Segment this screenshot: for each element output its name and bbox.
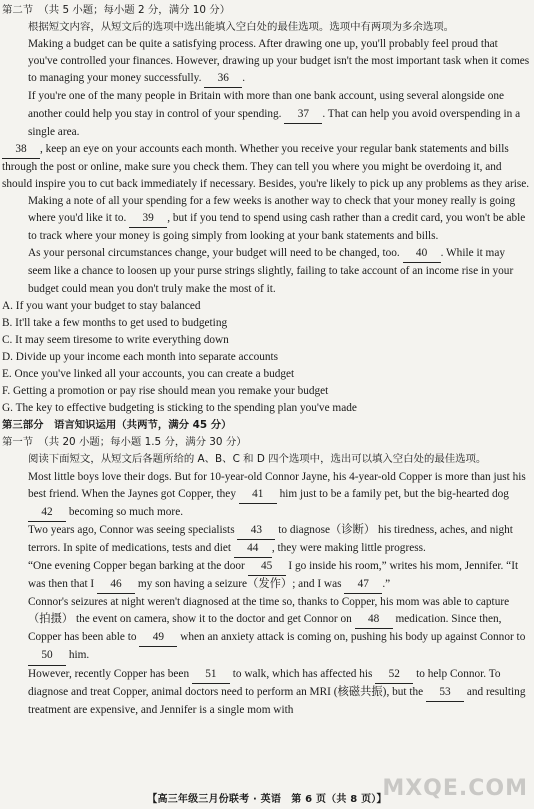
paragraph-1-text: Making a budget can be quite a satisfying process. After drawing one up, you'll probably feel proud that you've controlled your finances. However, drawing up your budget isn't the most important task when it comes to managing your money successfully.	[28, 38, 530, 85]
section-2-header: 第二节 （共 5 小题；每小题 2 分，满分 10 分）	[2, 4, 231, 16]
option-a: A. If you want your budget to stay balanced	[2, 299, 201, 312]
paragraph-2: If you're one of the many people in Britain with more than one bank account, using several alongside one another could help you stay in control of your spending. 37 . That can help you avoid overspending in a single area.	[28, 90, 521, 138]
paragraph-1: Making a budget can be quite a satisfying process. After drawing one up, you'll probably feel proud that you've controlled your finances. However, drawing up your budget isn't the most important task when it comes to managing your money successfully. 36 .	[2, 36, 530, 88]
story-paragraph-5	[2, 666, 530, 719]
story-text: I go inside his room,” writes his mom, Jennifer. “It was then that I	[28, 560, 519, 591]
story-paragraph-2	[2, 522, 530, 558]
blank-50: 50	[28, 647, 66, 665]
story-text: medication. Since then, Copper has been able to	[28, 613, 502, 644]
options-list	[2, 298, 530, 418]
story-text: him just to be a family pet, but the big-hearted dog	[279, 487, 509, 500]
part-3-header: 第三部分 语言知识运用（共两节，满分 45 分）	[2, 419, 232, 432]
blank-37: 37	[284, 106, 322, 124]
paragraph-4-text-b: , but if you tend to spend using cash rather than a credit card, you won't be able to track where your money is going simply from looking at your bank statements and bills.	[28, 212, 526, 243]
story-text: However, recently Copper has been	[28, 667, 190, 680]
option-e: E. Once you've linked all your accounts, you can create a budget	[2, 367, 295, 380]
story-text: , they were making little progress.	[271, 541, 426, 554]
option-d: D. Divide up your income each month into separate accounts	[2, 350, 279, 363]
story-text: and resulting treatment are expensive, and Jennifer is a single mom with	[28, 685, 526, 716]
option-f: F. Getting a promotion or pay rise should mean you remake your budget	[2, 385, 329, 398]
blank-44: 44	[234, 540, 272, 558]
option-g: G. The key to effective budgeting is sticking to the spending plan you've made	[2, 402, 357, 415]
blank-48: 48	[355, 611, 393, 629]
blank-47: 47	[344, 576, 382, 594]
story-paragraph-1	[2, 469, 530, 522]
story-text: Most little boys love their dogs. But for 10-year-old Connor Jayne, his 4-year-old Copper is more than just his best friend. When the Jaynes got Copper, they	[28, 470, 526, 500]
paragraph-5	[2, 245, 530, 297]
option-b: B. It'll take a few months to get used to budgeting	[2, 316, 228, 329]
paragraph-4	[2, 193, 530, 245]
paragraph-2-text-a: If you're one of the many people in Britain with more than one bank account, using several alongside one another could help you stay in control of your spending.	[28, 90, 505, 120]
option-c: C. It may seem tiresome to write everything down	[2, 333, 229, 346]
page-footer: 【高三年级三月份联考 · 英语 第 6 页（共 8 页）】	[147, 794, 387, 805]
part-3-section-1-header: 第一节 （共 20 小题；每小题 1.5 分，满分 30 分）	[2, 436, 247, 449]
section-2-instruction: 根据短文内容，从短文后的选项中选出能填入空白处的最佳选项。选项中有两项为多余选项。	[28, 21, 455, 34]
paragraph-3	[2, 141, 530, 193]
story-text: “One evening Copper began barking at the door	[28, 560, 245, 572]
story-text: when an anxiety attack is coming on, pushing his body up against Connor to	[180, 631, 526, 644]
blank-42: 42	[28, 504, 66, 522]
story-text: Connor's seizures at night weren't diagnosed at the time so, thanks to Copper, his mom was able to capture（拍摄） the event on camera, show it to the doctor and get Connor on	[28, 596, 510, 626]
blank-51: 51	[192, 666, 230, 684]
story-text: him.	[68, 649, 90, 662]
part-3-instruction: 阅读下面短文，从短文后各题所给的 A、B、C 和 D 四个选项中，选出可以填入空白处的最佳选项。	[28, 453, 487, 466]
story-text: Two years ago, Connor was seeing specialists	[28, 523, 235, 536]
paragraph-4-text-a: Making a note of all your spending for a few weeks is another way to check that your money really is going where you'd like it to.	[28, 195, 516, 225]
blank-46: 46	[97, 576, 135, 594]
story-text: to walk, which has affected his	[232, 667, 373, 680]
paragraph-5-text-a: As your personal circumstances change, your budget will need to be changed, too.	[28, 247, 400, 260]
blank-38: 38	[2, 141, 40, 159]
paragraph-3-text: , keep an eye on your accounts each month. Whether you receive your regular bank statements and bills through the post or online, make sure you check them. They can tell you where you might be overdoing it, and should inspire you to cut back immediately if necessary. Besides, you're likely to pick up any problems as they arise.	[2, 142, 530, 190]
blank-53: 53	[426, 684, 464, 702]
blank-49: 49	[139, 629, 177, 647]
blank-41: 41	[239, 486, 277, 504]
story-paragraph-3	[2, 558, 530, 594]
blank-45: 45	[248, 558, 286, 576]
story-text: .”	[382, 578, 391, 591]
paragraph-2-text-b: That can help you avoid overspending in a single area.	[28, 107, 521, 138]
blank-39: 39	[129, 210, 167, 228]
paragraph-5-text-b: . While it may seem like a chance to loosen up your purse strings slightly, failing to take account of an income rise in your budget could mean you don't truly make the most of it.	[28, 247, 514, 295]
story-text: to diagnose（诊断） his tiredness, aches, and night terrors. In spite of medications, tests and diet	[28, 523, 513, 554]
story-paragraph-4	[2, 594, 530, 665]
exam-text	[2, 2, 530, 719]
story-text: my son having a seizure（发作）; and I was	[137, 578, 342, 591]
blank-43: 43	[237, 522, 275, 540]
story-text: becoming so much more.	[68, 505, 184, 518]
story-text: to help Connor. To diagnose and treat Copper, animal doctors need to perform an MRI (核磁共振), but the	[28, 667, 501, 698]
blank-40: 40	[403, 245, 441, 263]
blank-52: 52	[375, 666, 413, 684]
blank-36: 36	[204, 70, 242, 88]
watermark-logo: MXQE.COM	[382, 776, 528, 801]
